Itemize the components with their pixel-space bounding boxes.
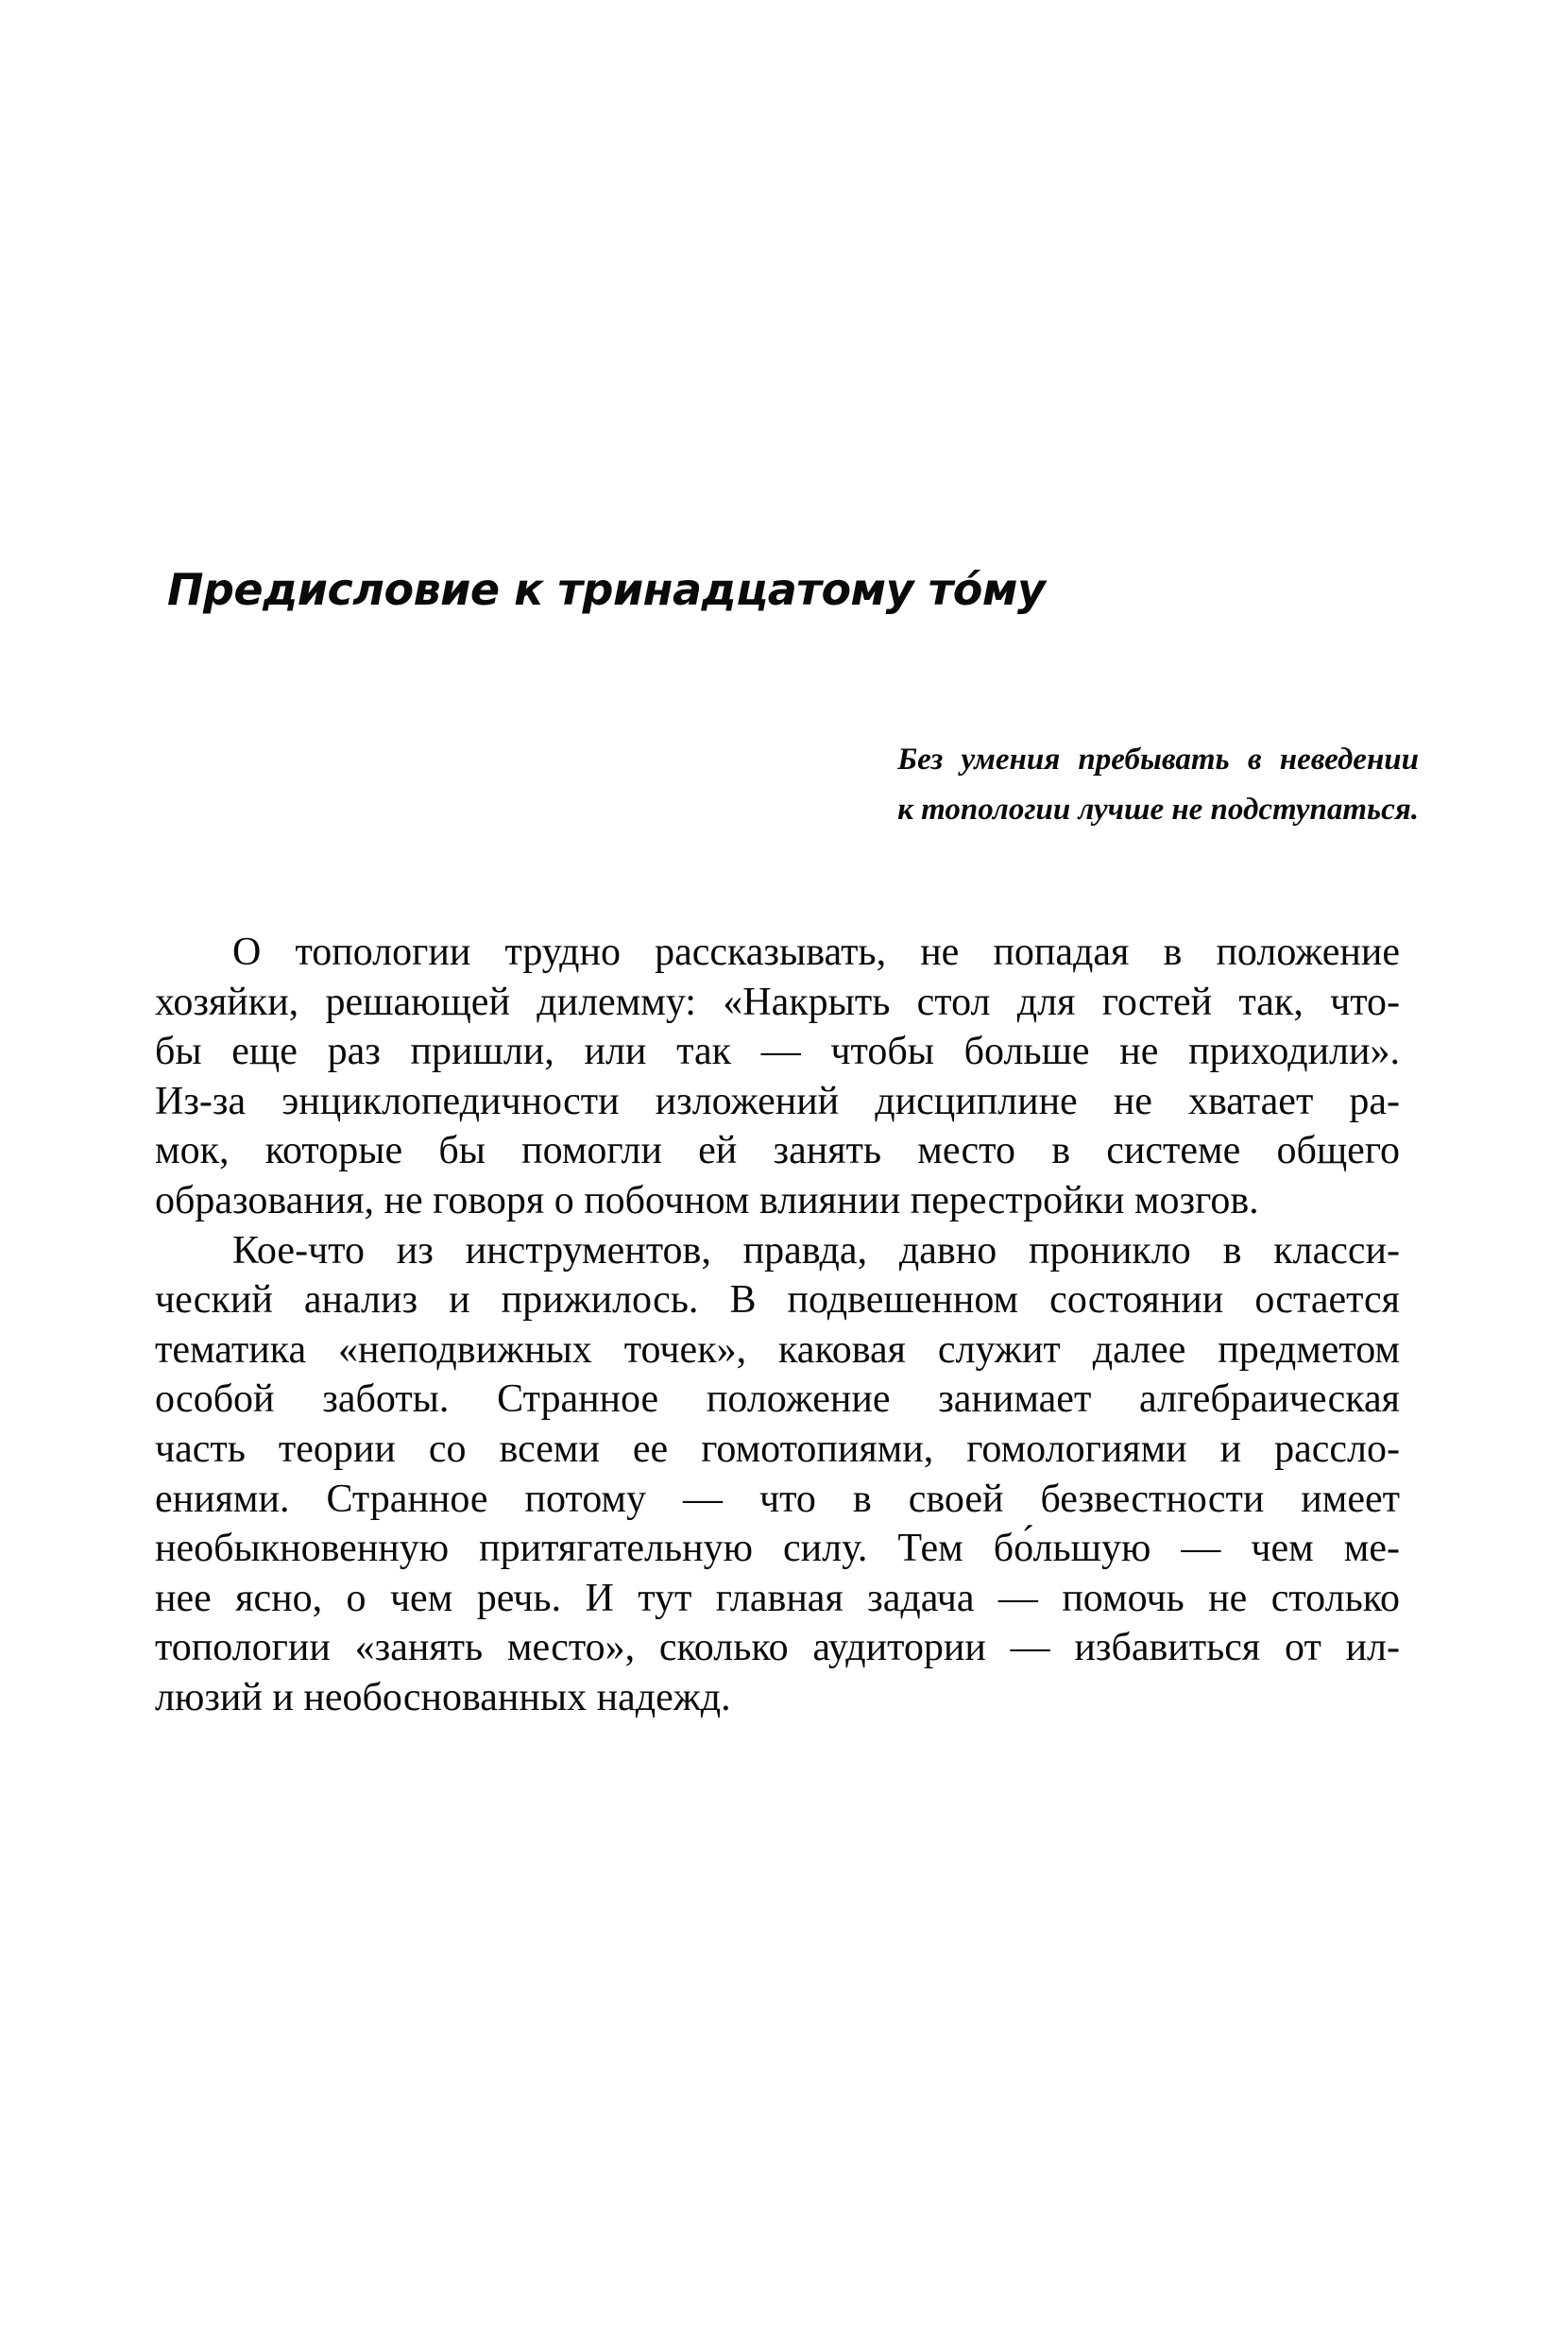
text-line: тематика «неподвижных точек», каковая служит далее предметом xyxy=(155,1327,1400,1372)
text-line: бы еще раз пришли, или так — чтобы больше не приходили». xyxy=(155,1030,1400,1074)
text-line: необыкновенную притягательную силу. Тем бо́льшую — чем ме- xyxy=(155,1527,1400,1571)
text-line: Кое-что из инструментов, правда, давно проникло в класси- xyxy=(232,1228,1400,1273)
text-line: хозяйки, решающей дилемму: «Накрыть стол для гостей так, что- xyxy=(155,980,1400,1024)
text-line: образования, не говоря о побочном влиянии перестройки мозгов. xyxy=(155,1178,1259,1222)
text-line: нее ясно, о чем речь. И тут главная задача — помочь не столько xyxy=(155,1576,1400,1620)
epigraph-line: к топологии лучше не подступаться. xyxy=(897,793,1419,827)
chapter-heading: Предисловие к тринадцатому то́му xyxy=(167,564,1046,615)
paragraph-2 xyxy=(155,1226,1400,1723)
text-line: особой заботы. Странное положение занимает алгебраическая xyxy=(155,1377,1400,1422)
text-line: люзий и необоснованных надежд. xyxy=(155,1675,731,1719)
body-text xyxy=(155,928,1400,1723)
text-line: топологии «занять место», сколько аудитории — избавиться от ил- xyxy=(155,1626,1400,1670)
epigraph-line: Без умения пребывать в неведении xyxy=(897,743,1419,777)
text-line: часть теории со всеми ее гомотопиями, гомологиями и рассло- xyxy=(155,1427,1400,1471)
text-line: Из-за энциклопедичности изложений дисциплине не хватает ра- xyxy=(155,1079,1400,1123)
text-line: О топологии трудно рассказывать, не попадая в положение xyxy=(232,931,1400,974)
text-line: мок, которые бы помогли ей занять место в системе общего xyxy=(155,1129,1400,1173)
text-line: ческий анализ и прижилось. В подвешенном состоянии остается xyxy=(155,1278,1400,1323)
paragraph-1 xyxy=(155,928,1400,1226)
text-line: ениями. Странное потому — что в своей безвестности имеет xyxy=(155,1477,1400,1521)
epigraph xyxy=(897,735,1419,835)
